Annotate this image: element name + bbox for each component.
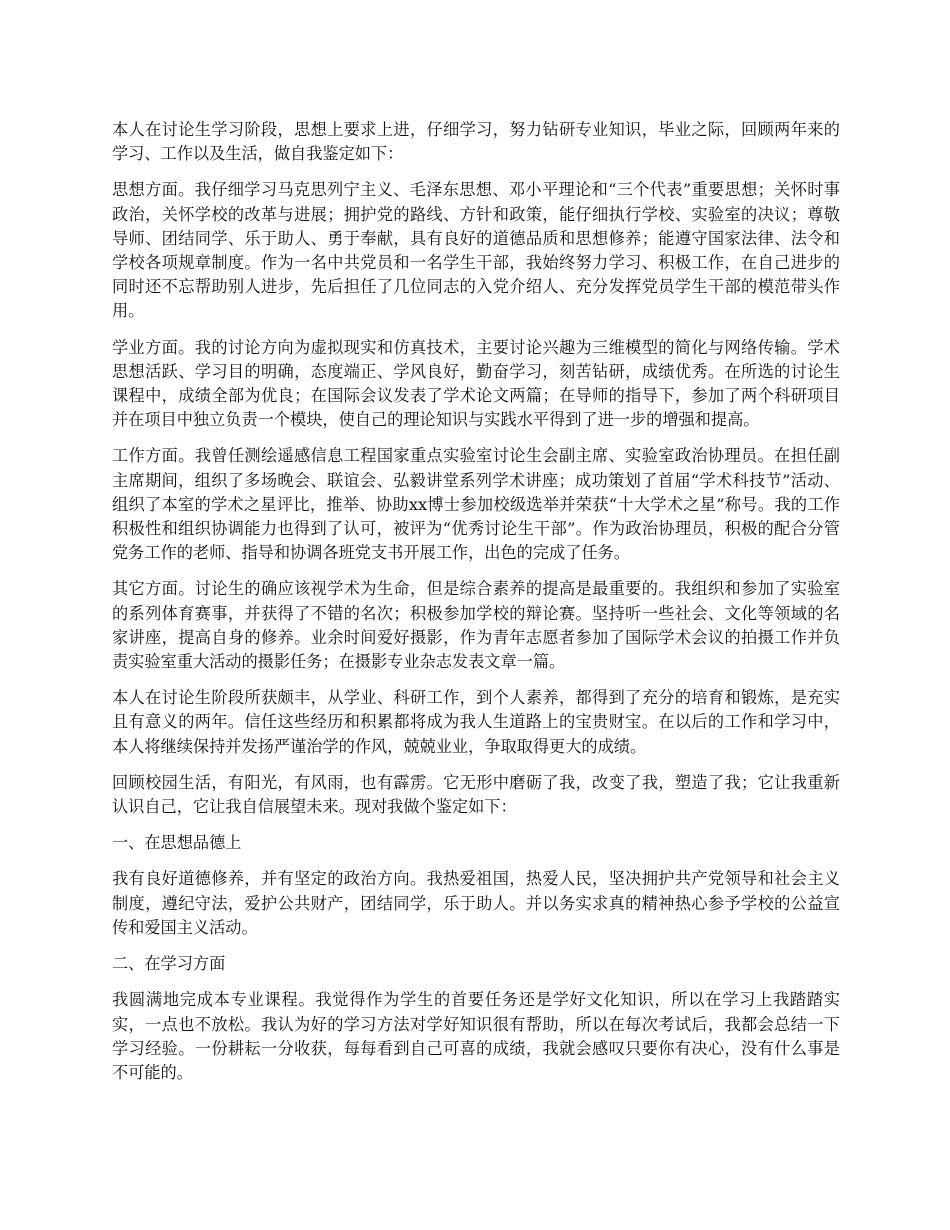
paragraph-academics: 学业方面。我的讨论方向为虚拟现实和仿真技术，主要讨论兴趣为三维模型的简化与网络传输。学术思想活跃、学习目的明确，态度端正、学风良好，勤奋学习，刻苦钻研，成绩优秀。在所选的讨论生课程中，成绩全部为优良；在国际会议发表了学术论文两篇；在导师的指导下，参加了两个科研项目并在项目中独立负责一个模块，使自己的理论知识与实践水平得到了进一步的增强和提高。 xyxy=(112,337,840,430)
paragraph-work: 工作方面。我曾任测绘遥感信息工程国家重点实验室讨论生会副主席、实验室政治协理员。在担任副主席期间，组织了多场晚会、联谊会、弘毅讲堂系列学术讲座；成功策划了首届“学术科技节”活动、组织了本室的学术之星评比，推举、协助xx博士参加校级选举并荣获“十大学术之星”称号。我的工作积极性和组织协调能力也得到了认可，被评为“优秀讨论生干部”。作为政治协理员，积极的配合分管党务工作的老师、指导和协调各班党支书开展工作，出色的完成了任务。 xyxy=(112,446,840,563)
paragraph-moral: 我有良好道德修养，并有坚定的政治方向。我热爱祖国，热爱人民，坚决拥护共产党领导和社会主义制度，遵纪守法，爱护公共财产，团结同学，乐于助人。并以务实求真的精神热心参予学校的公益宣传和爱国主义活动。 xyxy=(112,869,840,937)
paragraph-summary: 本人在讨论生阶段所获颇丰，从学业、科研工作，到个人素养，都得到了充分的培育和锻炼，是充实且有意义的两年。信任这些经历和积累都将成为我人生道路上的宝贵财宝。在以后的工作和学习中，本人将继续保持并发扬严谨治学的作风，兢兢业业，争取取得更大的成绩。 xyxy=(112,688,840,756)
paragraph-other: 其它方面。讨论生的确应该视学术为生命，但是综合素养的提高是最重要的。我组织和参加了实验室的系列体育赛事，并获得了不错的名次；积极参加学校的辩论赛。坚持听一些社会、文化等领域的名家讲座，提高自身的修养。业余时间爱好摄影，作为青年志愿者参加了国际学术会议的拍摄工作并负责实验室重大活动的摄影任务；在摄影专业杂志发表文章一篇。 xyxy=(112,579,840,672)
section-heading-study: 二、在学习方面 xyxy=(112,954,226,974)
paragraph-campus-life: 回顾校园生活，有阳光，有风雨，也有霹雳。它无形中磨砺了我，改变了我，塑造了我；它让我重新认识自己，它让我自信展望未来。现对我做个鉴定如下： xyxy=(112,772,840,817)
paragraph-intro: 本人在讨论生学习阶段，思想上要求上进，仔细学习，努力钻研专业知识，毕业之际，回顾两年来的学习、工作以及生活，做自我鉴定如下： xyxy=(112,120,840,164)
document-body xyxy=(112,118,840,1097)
paragraph-study: 我圆满地完成本专业课程。我觉得作为学生的首要任务还是学好文化知识，所以在学习上我踏踏实实，一点也不放松。我认为好的学习方法对学好知识很有帮助，所以在每次考试后，我都会总结一下学习经验。一份耕耘一分收获，每每看到自己可喜的成绩，我就会感叹只要你有决心，没有什么事是不可能的。 xyxy=(112,990,840,1082)
paragraph-ideology: 思想方面。我仔细学习马克思列宁主义、毛泽东思想、邓小平理论和“三个代表”重要思想；关怀时事政治，关怀学校的改革与进展；拥护党的路线、方针和政策，能仔细执行学校、实验室的决议；尊敬导师、团结同学、乐于助人、勇于奉献，具有良好的道德品质和思想修养；能遵守国家法律、法令和学校各项规章制度。作为一名中共党员和一名学生干部，我始终努力学习、积极工作，在自己进步的同时还不忘帮助别人进步，先后担任了几位同志的入党介绍人、充分发挥党员学生干部的模范带头作用。 xyxy=(112,180,840,321)
section-heading-moral: 一、在思想品德上 xyxy=(112,833,242,853)
